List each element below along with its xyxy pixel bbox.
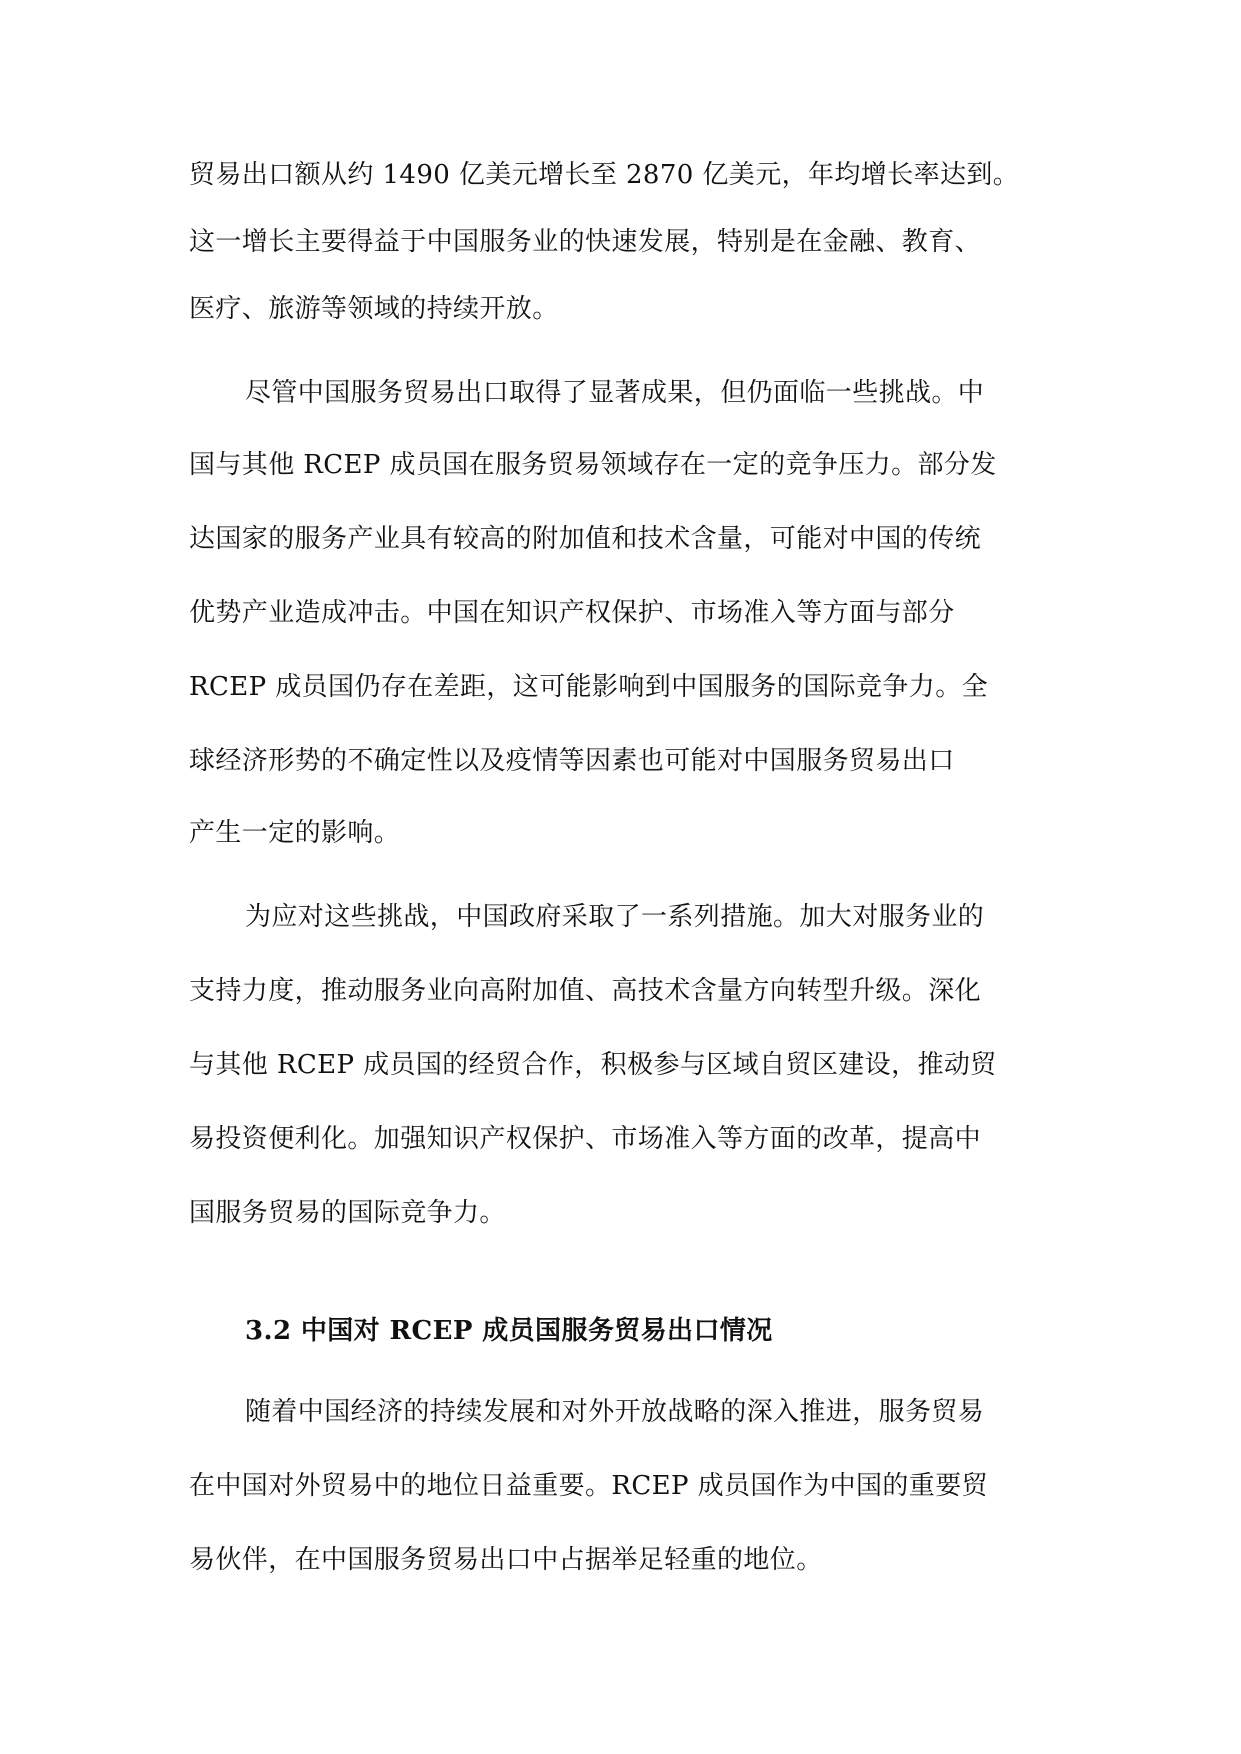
paragraph-3-line-4: 易投资便利化。加强知识产权保护、市场准入等方面的改革，提高中 bbox=[189, 1124, 982, 1154]
paragraph-1-line-3: 医疗、旅游等领域的持续开放。 bbox=[189, 294, 559, 324]
paragraph-4-line-1: 随着中国经济的持续发展和对外开放战略的深入推进，服务贸易 bbox=[245, 1397, 985, 1427]
section-heading: 3.2 中国对 RCEP 成员国服务贸易出口情况 bbox=[245, 1316, 773, 1346]
paragraph-2-line-6: 球经济形势的不确定性以及疫情等因素也可能对中国服务贸易出口 bbox=[189, 746, 955, 776]
paragraph-2-line-2: 国与其他 RCEP 成员国在服务贸易领域存在一定的竞争压力。部分发 bbox=[189, 450, 997, 480]
paragraph-1-line-2: 这一增长主要得益于中国服务业的快速发展，特别是在金融、教育、 bbox=[189, 227, 982, 257]
paragraph-3-line-2: 支持力度，推动服务业向高附加值、高技术含量方向转型升级。深化 bbox=[189, 976, 982, 1006]
paragraph-3-line-5: 国服务贸易的国际竞争力。 bbox=[189, 1198, 506, 1228]
paragraph-3-line-1: 为应对这些挑战，中国政府采取了一系列措施。加大对服务业的 bbox=[245, 902, 985, 932]
paragraph-2-line-3: 达国家的服务产业具有较高的附加值和技术含量，可能对中国的传统 bbox=[189, 524, 982, 554]
paragraph-4-line-2: 在中国对外贸易中的地位日益重要。RCEP 成员国作为中国的重要贸 bbox=[189, 1471, 989, 1501]
paragraph-4-line-3: 易伙伴，在中国服务贸易出口中占据举足轻重的地位。 bbox=[189, 1545, 823, 1575]
paragraph-2-line-5: RCEP 成员国仍存在差距，这可能影响到中国服务的国际竞争力。全 bbox=[189, 672, 989, 702]
paragraph-2-line-7: 产生一定的影响。 bbox=[189, 818, 401, 848]
paragraph-1-line-1: 贸易出口额从约 1490 亿美元增长至 2870 亿美元，年均增长率达到。 bbox=[189, 160, 1020, 190]
paragraph-2-line-1: 尽管中国服务贸易出口取得了显著成果，但仍面临一些挑战。中 bbox=[245, 378, 985, 408]
paragraph-2-line-4: 优势产业造成冲击。中国在知识产权保护、市场准入等方面与部分 bbox=[189, 598, 955, 628]
paragraph-3-line-3: 与其他 RCEP 成员国的经贸合作，积极参与区域自贸区建设，推动贸 bbox=[189, 1050, 997, 1080]
